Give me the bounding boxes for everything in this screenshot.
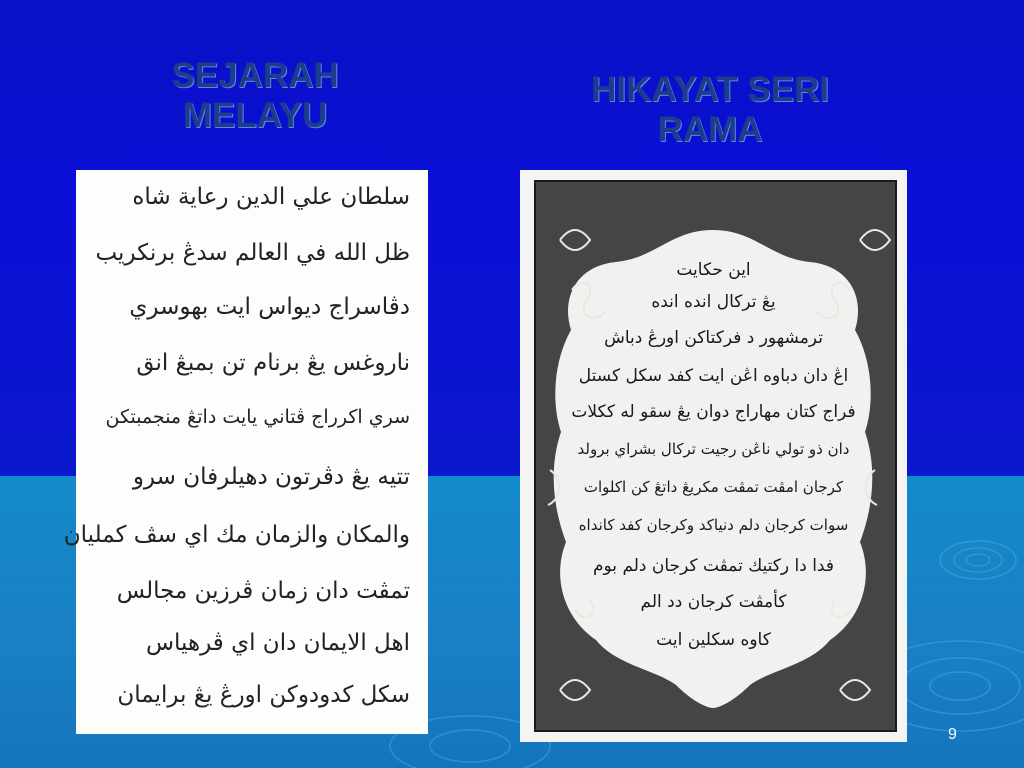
manuscript-line: دان ذو تولي ناڠن رجيت ترکال بشراي برولد (577, 440, 850, 458)
manuscript-line: كرجان امڤت تمڤت مكريڠ داتڠ كن اکلوات (583, 478, 844, 496)
hikayat-seri-rama-manuscript-image (520, 170, 907, 742)
title-sejarah-melayu (130, 56, 380, 136)
manuscript-line: تتيه يڠ دڤرتون دهيلرفان سرو (132, 464, 410, 490)
manuscript-line: فدا دا ركتيك تمڤت كرجان دلم بوم (593, 556, 834, 576)
manuscript-line: كاوه سكلين ايت (656, 630, 771, 650)
manuscript-line: تمڤت دان زمان ڤرزين مجالس (116, 578, 410, 604)
manuscript-line: ظل الله في العالم سدڠ برنكريب (95, 240, 410, 266)
manuscript-line: سكل كدودوكن اورڠ يڠ برايمان (117, 682, 410, 708)
manuscript-line: سري اكرراج ڤتاني يايت داتڠ منجمبتكن (105, 406, 410, 428)
manuscript-line: ترمشهور د فركتاكن اورڠ دباش (604, 328, 823, 348)
title-hikayat-seri-rama (540, 70, 880, 150)
manuscript-line: اڠ دان دباوه اڠن ايت كفد سكل كستل (578, 366, 849, 386)
title-right-line-1: HIKAYAT SERI (591, 70, 829, 109)
manuscript-line: ناروغس يڠ برنام تن بمبڠ انق (136, 350, 410, 376)
manuscript-line: فراج كتان مهاراج دوان يڠ سقو له ككلات (571, 402, 856, 422)
manuscript-line: سلطان علي الدين رعاية شاه (132, 184, 410, 210)
slide-page-number: 9 (948, 726, 957, 743)
title-left-line-2: MELAYU (182, 96, 328, 135)
manuscript-line: يڠ ترکال انده انده (651, 292, 776, 312)
manuscript-line: والمكان والزمان مك اي سڤ كمليان (63, 522, 410, 548)
title-left-line-1: SEJARAH (171, 56, 339, 95)
title-right-line-2: RAMA (657, 110, 763, 149)
manuscript-line: كأمڤت كرجان دد الم (640, 592, 787, 612)
sejarah-melayu-manuscript-image (63, 170, 428, 734)
manuscript-line: دڤاسراج ديواس ايت بهوسري (129, 294, 410, 320)
manuscript-line: سوات كرجان دلم دنياكد وكرجان كفد كانداه (578, 516, 849, 534)
manuscript-line: اين حكايت (676, 260, 751, 280)
manuscript-line: اهل الايمان دان اي ڤرهياس (145, 630, 410, 656)
